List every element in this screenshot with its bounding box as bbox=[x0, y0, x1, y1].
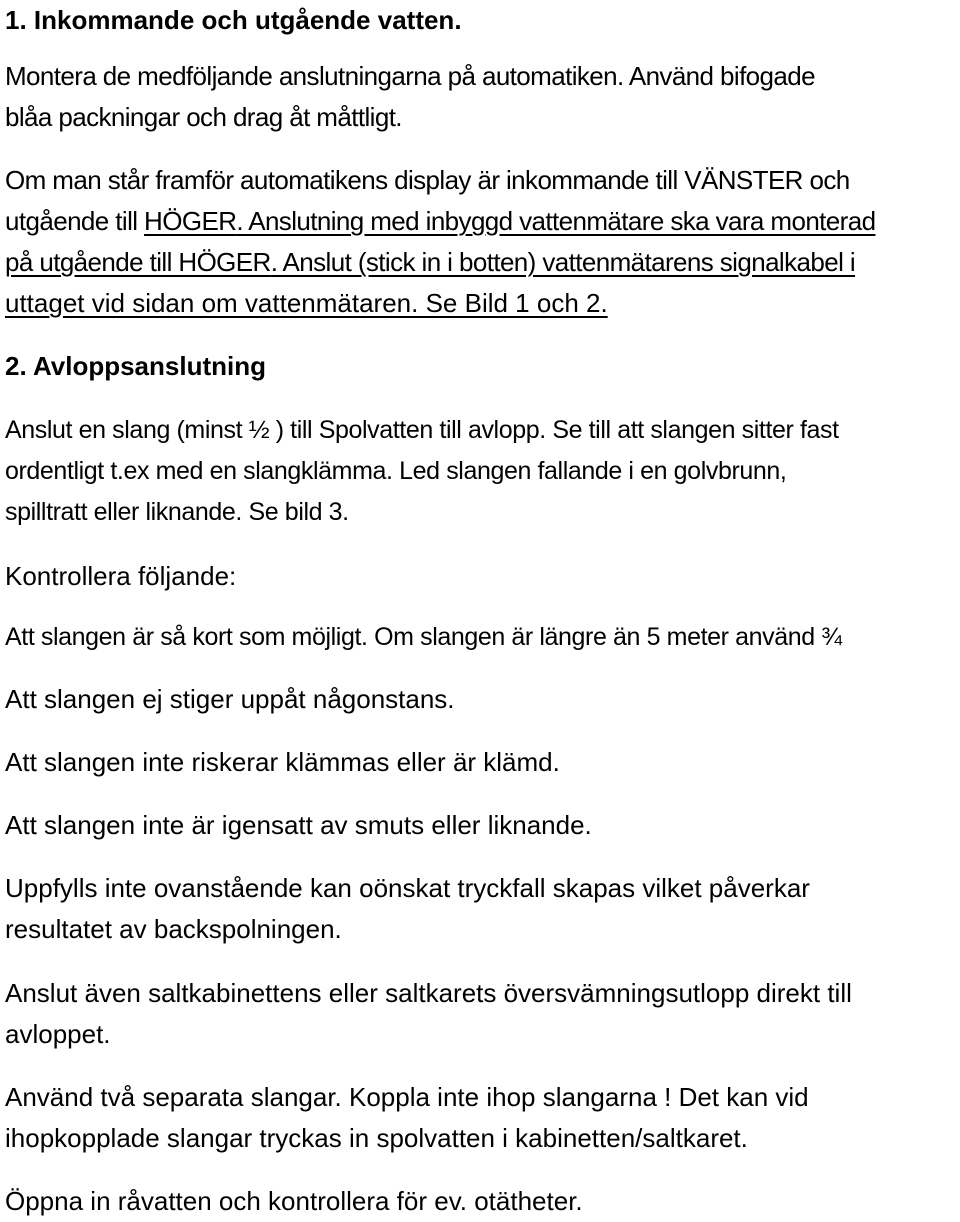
underlined-text: . Anslut (stick in i botten) vattenmätarens signalkabel i bbox=[270, 247, 856, 277]
paragraph-line: avloppet. bbox=[5, 1019, 111, 1049]
check-item: Att slangen inte riskerar klämmas eller är klämd. bbox=[5, 747, 560, 777]
text-span: utgående till bbox=[5, 206, 145, 236]
underlined-text: . Anslutning med inbyggd vattenmätare ska vara monterad bbox=[236, 206, 876, 236]
paragraph-line: ordentligt t.ex med en slangklämma. Led slangen fallande i en golvbrunn, bbox=[5, 457, 787, 485]
check-item: Att slangen inte är igensatt av smuts eller liknande. bbox=[5, 810, 592, 840]
paragraph-line bbox=[5, 242, 855, 283]
underlined-right-text: HÖGER bbox=[144, 206, 237, 236]
check-label: Kontrollera följande: bbox=[5, 561, 237, 591]
paragraph-line: Använd två separata slangar. Koppla inte ihop slangarna ! Det kan vid bbox=[5, 1082, 809, 1112]
paragraph-line: Anslut en slang (minst ½ ) till Spolvatten till avlopp. Se till att slangen sitter fast bbox=[5, 416, 839, 444]
check-item: Att slangen är så kort som möjligt. Om slangen är längre än 5 meter använd ¾ bbox=[5, 623, 842, 651]
section-1-heading: 1. Inkommande och utgående vatten. bbox=[5, 5, 462, 35]
paragraph-line bbox=[5, 201, 875, 242]
paragraph-line: Uppfylls inte ovanstående kan oönskat tryckfall skapas vilket påverkar bbox=[5, 873, 810, 903]
underlined-paragraph-line: uttaget vid sidan om vattenmätaren. Se Bild 1 och 2. bbox=[5, 288, 608, 318]
check-item: Att slangen ej stiger uppåt någonstans. bbox=[5, 684, 455, 714]
paragraph-line: Anslut även saltkabinettens eller saltkarets översvämningsutlopp direkt till bbox=[5, 978, 852, 1008]
paragraph-line: blåa packningar och drag åt måttligt. bbox=[5, 102, 402, 132]
section-2-heading: 2. Avloppsanslutning bbox=[5, 351, 266, 381]
paragraph-line: Öppna in råvatten och kontrollera för ev. otätheter. bbox=[5, 1186, 583, 1216]
paragraph-line: Om man står framför automatikens display är inkommande till VÄNSTER och bbox=[5, 165, 850, 195]
paragraph-line: spilltratt eller liknande. Se bild 3. bbox=[5, 498, 349, 526]
paragraph-line: Montera de medföljande anslutningarna på automatiken. Använd bifogade bbox=[5, 61, 815, 91]
paragraph-line: ihopkopplade slangar tryckas in spolvatten i kabinetten/saltkaret. bbox=[5, 1123, 748, 1153]
paragraph-line: resultatet av backspolningen. bbox=[5, 914, 342, 944]
underlined-text: på utgående till HÖGER bbox=[5, 247, 271, 277]
